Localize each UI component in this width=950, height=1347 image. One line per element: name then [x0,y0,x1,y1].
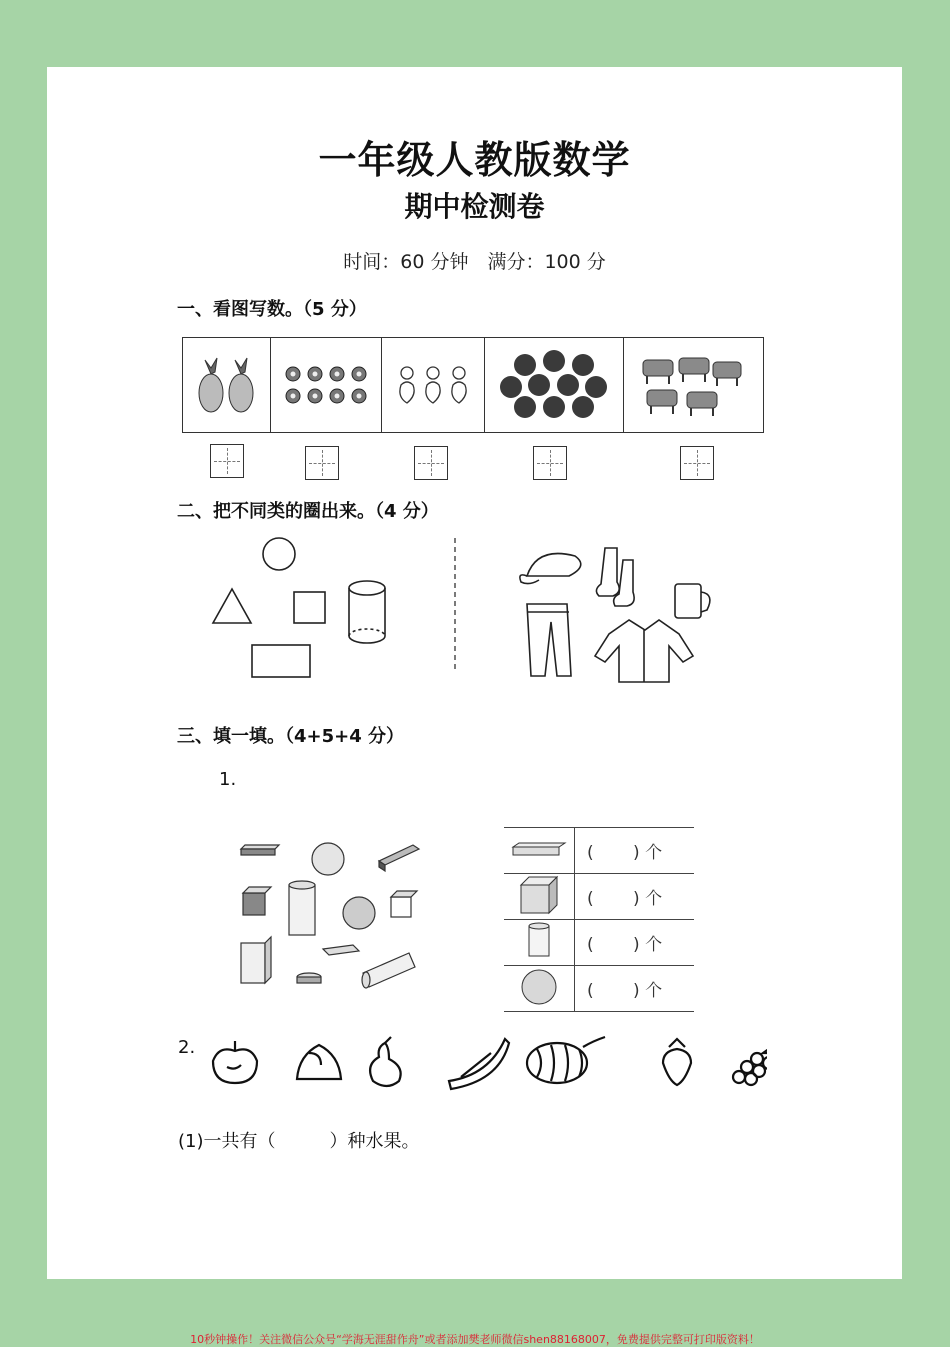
pineapple-icon [191,355,261,415]
fruit-row [207,1029,767,1099]
shape-count-table [504,827,694,1012]
pants-icon [527,604,571,676]
sphere-shape-1 [312,843,344,875]
page-subtitle: 期中检测卷 [404,190,545,223]
count-blank-cylinder[interactable]: ( ) 个 [575,920,695,966]
answer-box-5[interactable] [680,446,714,480]
cylinder-icon [524,921,554,961]
question-1-label: 1. [219,769,237,790]
answer-box-2[interactable] [305,446,339,480]
count-blank-cube[interactable]: ( ) 个 [575,874,695,920]
table-row [504,920,694,966]
tomato-icon [498,347,610,423]
triangle-shape [213,589,251,623]
answer-box-1[interactable] [210,444,244,478]
banana-icon [449,1039,509,1089]
sphere-icon [519,967,559,1007]
sphere-icon-cell [504,966,575,1012]
footer-notice: 10秒钟操作！关注微信公众号“学海无涯甜作舟”或者添加樊老师微信shen88168007，免费提供完整可打印版资料！ [190,1333,760,1346]
count-blank-sphere[interactable]: ( ) 个 [575,966,695,1012]
cube-icon [517,875,561,915]
section1-heading: 一、看图写数。（5 分） [177,299,367,320]
cylinder-shape [349,581,385,643]
table-row [504,874,694,920]
cap-icon [520,554,581,584]
watermelon-icon [527,1037,605,1083]
cube-shape-1 [243,887,271,915]
cylinder-shape-2 [297,973,321,983]
flower-cell [271,338,382,432]
rectangle-shape [252,645,310,677]
duck-icon [393,355,473,415]
strawberry-icon [663,1039,691,1085]
tomato-cell [485,338,623,432]
solid-shapes-group [235,837,425,997]
cuboid-icon [509,837,569,861]
square-shape [294,592,325,623]
cuboid-shape-1 [241,845,279,855]
coat-icon [595,620,693,682]
apple-icon [213,1041,257,1083]
worksheet-page [47,67,902,1279]
cylinder-icon-cell [504,920,575,966]
cube-shape-2 [391,891,417,917]
question-2-label: 2. [178,1037,196,1058]
count-blank-cuboid[interactable]: ( ) 个 [575,828,695,874]
classification-figures [197,532,757,692]
section2-heading: 二、把不同类的圈出来。（4 分） [177,501,439,522]
sphere-shape-2 [343,897,375,929]
cup-icon [675,584,710,618]
table-row [504,966,694,1012]
socks-icon [596,548,634,606]
time-score-info: 时间：60 分钟 满分：100 分 [343,251,606,273]
grapes-icon [733,1039,767,1085]
cuboid-icon-cell [504,828,575,874]
cow-icon [637,350,749,420]
peach-icon [297,1045,341,1079]
answer-box-4[interactable] [533,446,567,480]
circle-shape [263,538,295,570]
answer-box-3[interactable] [414,446,448,480]
cuboid-shape-3 [241,937,271,983]
section3-heading: 三、填一填。（4+5+4 分） [177,726,405,747]
cylinder-shape-3 [362,953,415,988]
cuboid-shape-2 [379,845,419,871]
picture-row [182,337,764,433]
pineapple-cell [183,338,271,432]
table-row [504,828,694,874]
cow-cell [624,338,763,432]
cuboid-shape-4 [323,945,359,955]
duck-cell [382,338,485,432]
page-title: 一年级人教版数学 [318,138,631,182]
flower-icon [281,360,371,410]
pear-icon [370,1037,401,1086]
cube-icon-cell [504,874,575,920]
cylinder-shape-1 [289,881,315,935]
question-2-sub-1: (1)一共有（ ）种水果。 [178,1131,420,1152]
